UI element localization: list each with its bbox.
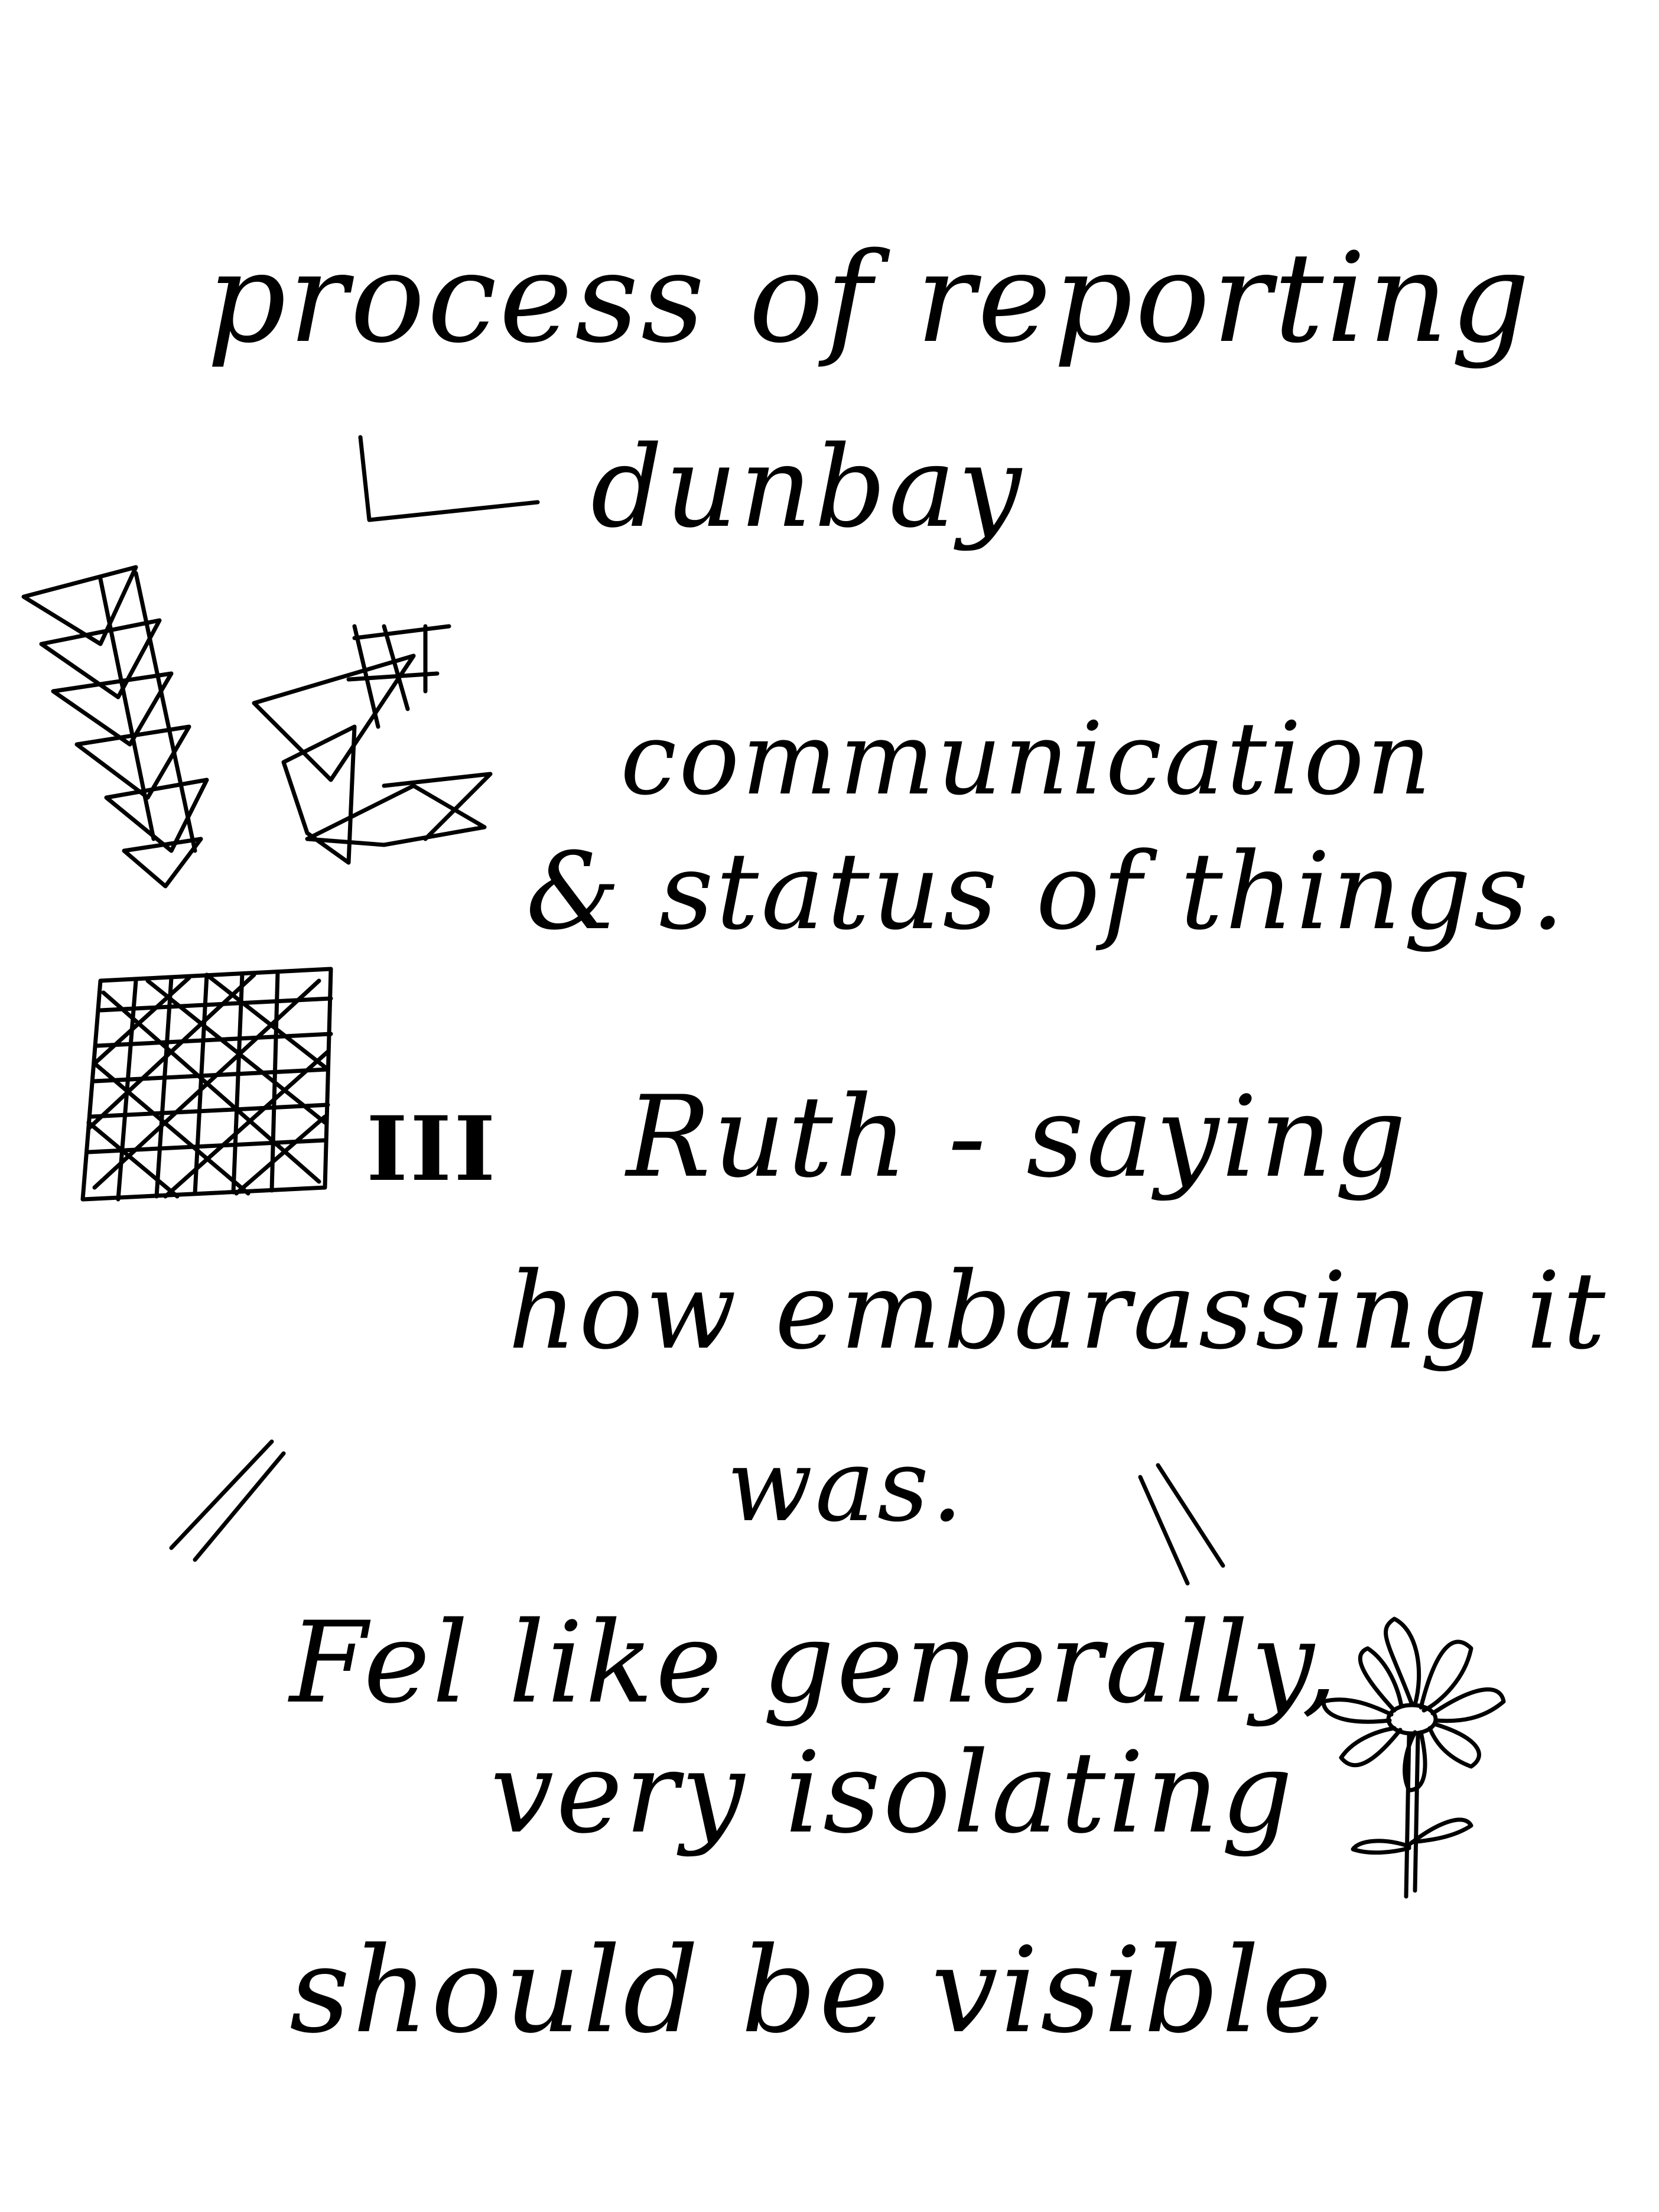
triangle-scribble-middle-doodle: [254, 626, 490, 863]
flower-doodle: [1323, 1619, 1504, 1897]
note-line-communication: communication: [620, 701, 1434, 818]
note-line-ruth-saying: Ruth - saying: [626, 1072, 1409, 1202]
note-line-how-embarassing: how embarassing it: [508, 1250, 1608, 1373]
note-line-was: was.: [727, 1427, 966, 1544]
crosshatch-block-doodle: [83, 969, 331, 1199]
note-line-status-of-things: & status of things.: [526, 830, 1567, 954]
section-marker-roman-three: III: [366, 1097, 498, 1201]
note-line-dunbay: dunbay: [591, 422, 1024, 552]
double-slash-left-doodle: [171, 1442, 284, 1560]
note-line-very-isolating: very isolating: [490, 1728, 1296, 1858]
note-line-fel-like-generally: Fel like generally,: [289, 1598, 1340, 1728]
bracket-arrow-doodle: [360, 437, 538, 520]
note-line-should-be-visible: should be visible: [289, 1922, 1335, 2060]
note-line-process-of-reporting: process of reporting: [207, 226, 1533, 370]
triangle-scribble-left-doodle: [24, 567, 207, 886]
double-slash-right-doodle: [1140, 1465, 1223, 1583]
